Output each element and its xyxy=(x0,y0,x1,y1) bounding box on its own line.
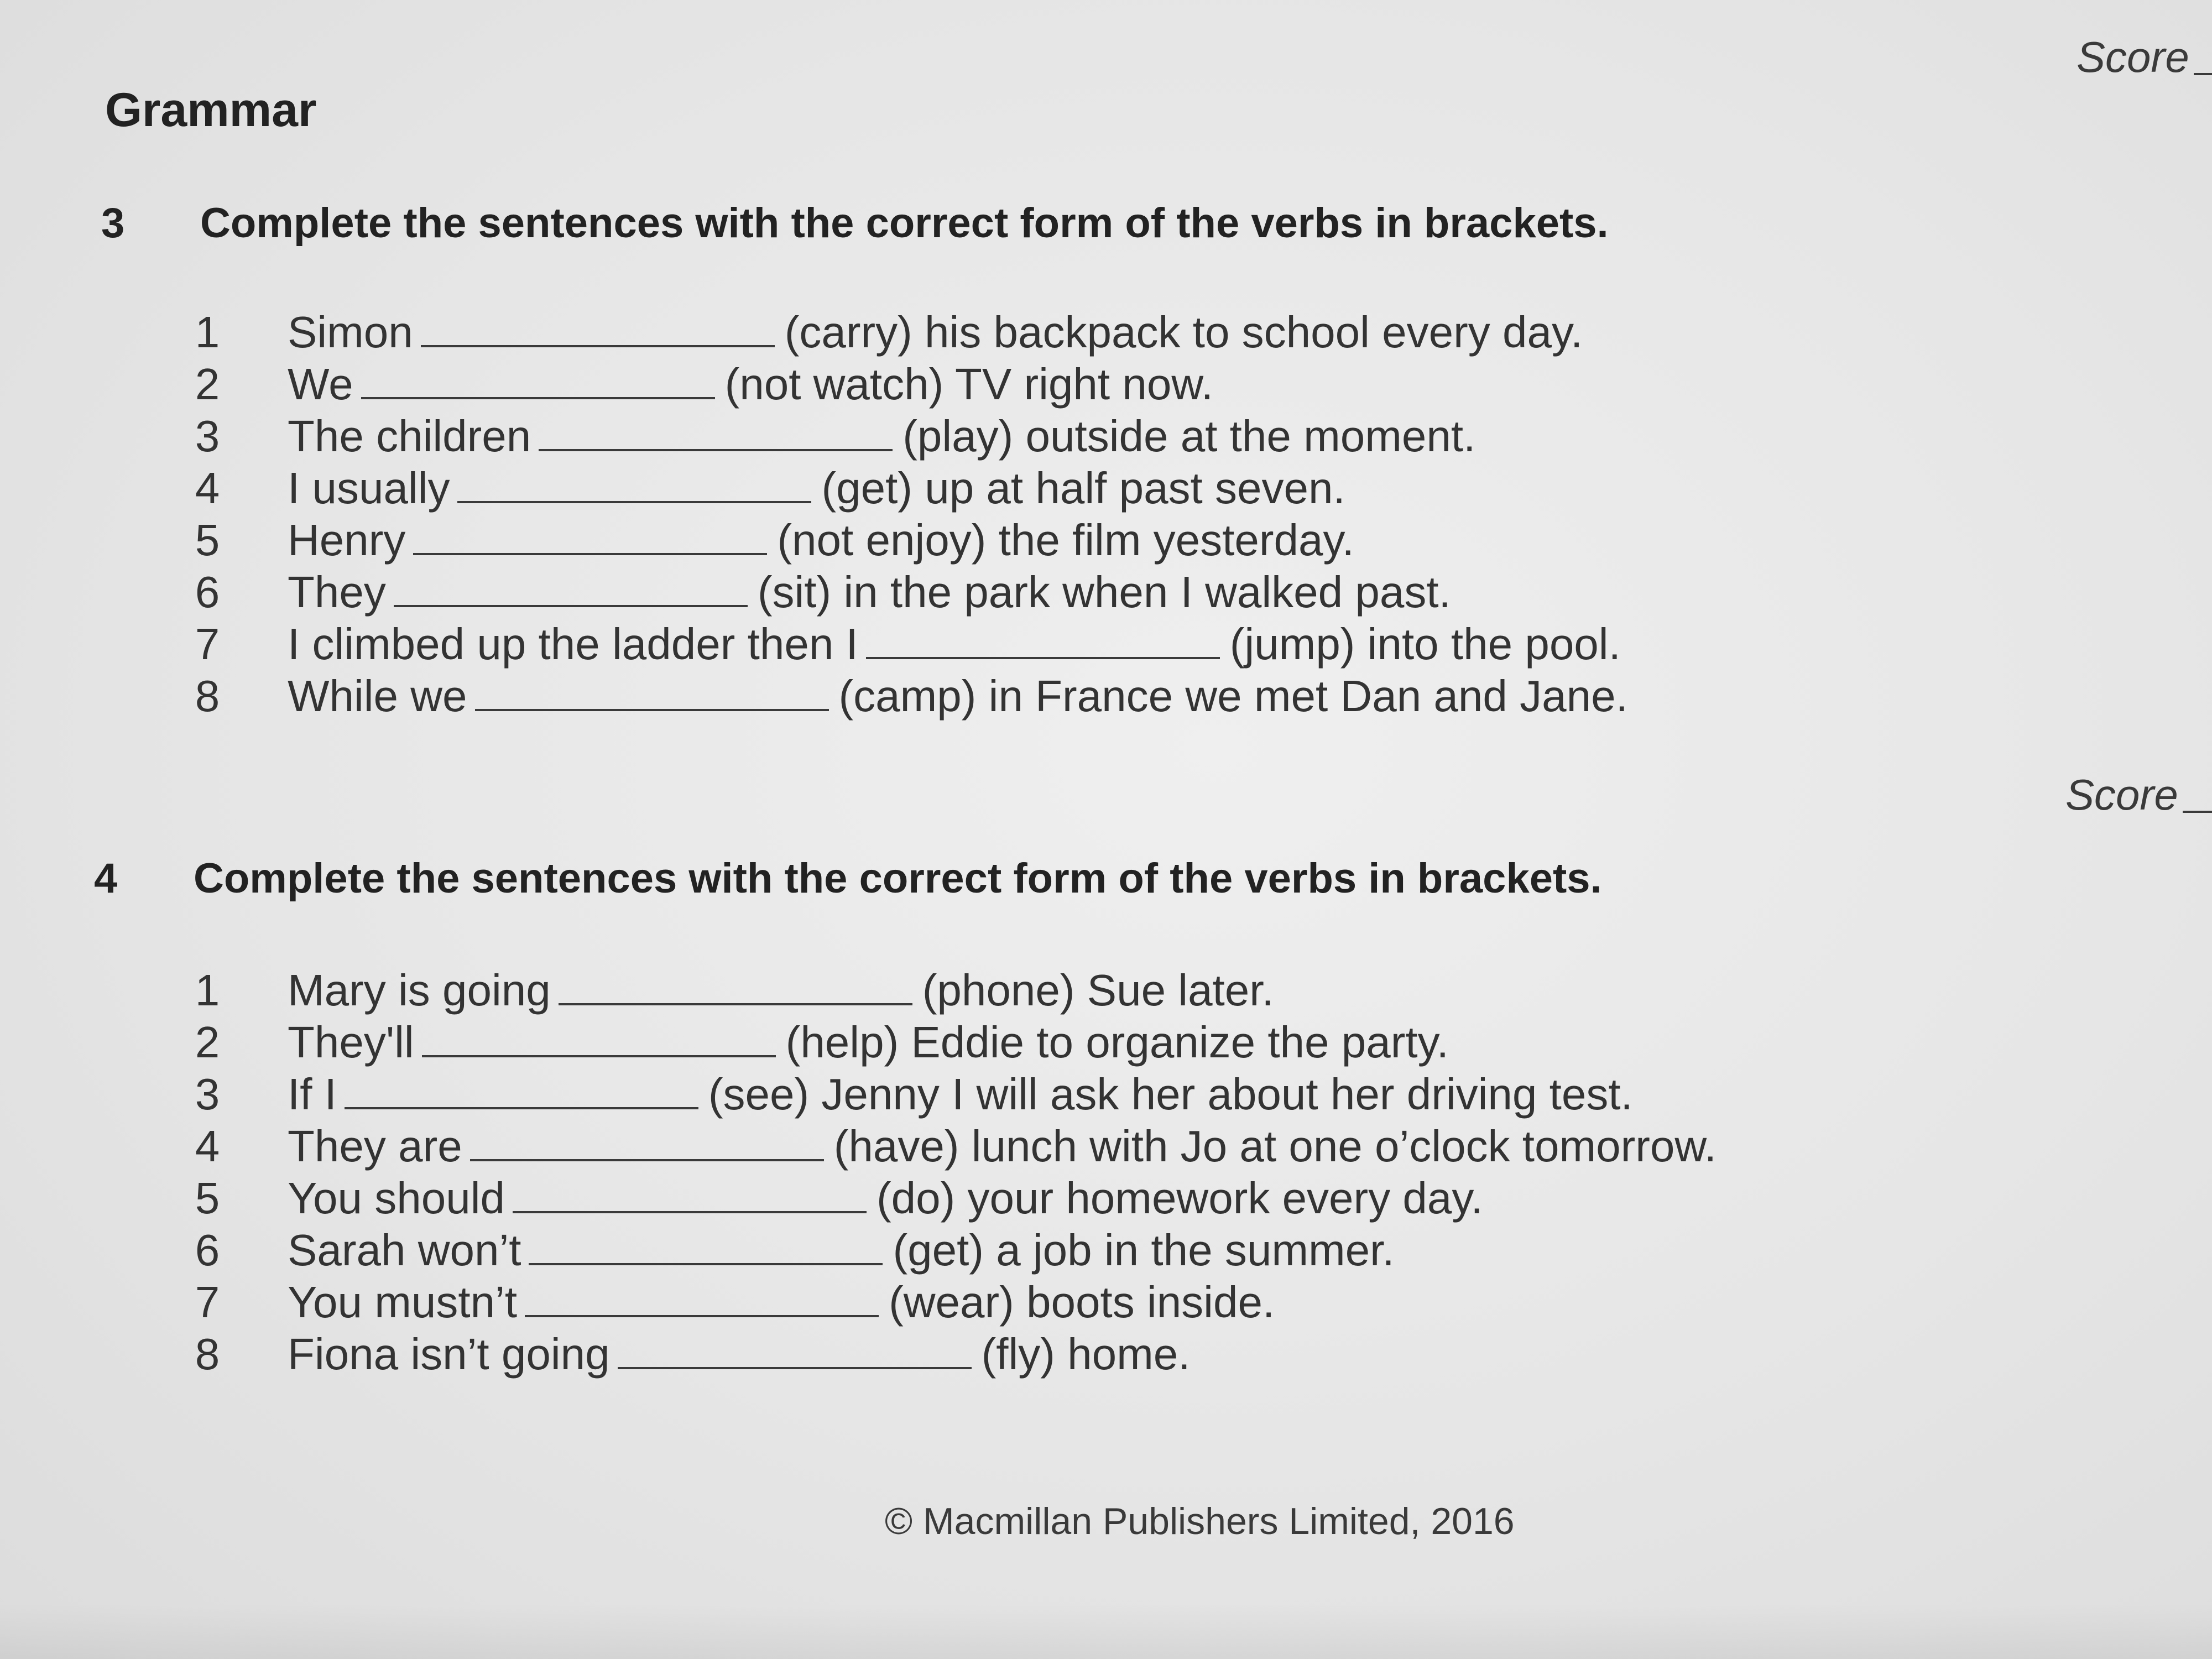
item-text-before: If I xyxy=(288,1070,337,1119)
item-text-before: While we xyxy=(288,671,467,721)
item-text-after: (camp) in France we met Dan and Jane. xyxy=(838,671,1628,721)
item-text-after: (see) Jenny I will ask her about her driving test. xyxy=(708,1070,1633,1119)
item-text-before: The children xyxy=(288,411,531,461)
item-number: 7 xyxy=(195,619,220,669)
answer-blank[interactable] xyxy=(345,1074,698,1109)
item-text-after: (help) Eddie to organize the party. xyxy=(785,1018,1449,1067)
item-text-after: (do) your homework every day. xyxy=(876,1173,1483,1223)
item-number: 1 xyxy=(195,966,220,1015)
item-text-before: We xyxy=(288,359,353,409)
item-number: 8 xyxy=(195,671,220,721)
item-number: 6 xyxy=(195,1225,220,1275)
item-text-before: They xyxy=(288,567,386,617)
item-text-after: (phone) Sue later. xyxy=(922,966,1274,1015)
score-label: Score xyxy=(2077,33,2189,81)
item-number: 5 xyxy=(195,1173,220,1223)
page-shadow xyxy=(0,1604,2212,1659)
item-number: 1 xyxy=(195,307,220,357)
item-number: 5 xyxy=(195,515,220,565)
answer-blank[interactable] xyxy=(475,676,829,711)
answer-blank[interactable] xyxy=(539,416,893,451)
answer-blank[interactable] xyxy=(457,468,811,503)
exercise-4-instruction: Complete the sentences with the correct form of the verbs in brackets. xyxy=(194,855,1602,902)
answer-blank[interactable] xyxy=(513,1178,867,1213)
item-text-before: They'll xyxy=(288,1018,414,1067)
answer-blank[interactable] xyxy=(470,1126,824,1161)
exercise-3-instruction: Complete the sentences with the correct form of the verbs in brackets. xyxy=(200,200,1609,247)
item-number: 4 xyxy=(195,1121,220,1171)
item-text-before: Mary is going xyxy=(288,966,551,1015)
answer-blank[interactable] xyxy=(529,1230,883,1265)
copyright-notice: © Macmillan Publishers Limited, 2016 xyxy=(885,1500,1515,1542)
item-text-before: Sarah won’t xyxy=(288,1225,521,1275)
item-text-after: (fly) home. xyxy=(981,1329,1191,1379)
item-number: 8 xyxy=(195,1329,220,1379)
item-text-after: (not watch) TV right now. xyxy=(724,359,1213,409)
item-number: 2 xyxy=(195,359,220,409)
item-text-before: You mustn’t xyxy=(288,1277,518,1327)
answer-blank[interactable] xyxy=(421,312,775,347)
item-number: 4 xyxy=(195,463,220,513)
item-text-after: (jump) into the pool. xyxy=(1229,619,1621,669)
score-top xyxy=(2077,32,2212,82)
score-blank xyxy=(2183,811,2212,813)
item-number: 2 xyxy=(195,1018,220,1067)
answer-blank[interactable] xyxy=(559,970,912,1005)
item-text-before: Fiona isn’t going xyxy=(288,1329,610,1379)
item-number: 3 xyxy=(195,411,220,461)
item-text-after: (get) a job in the summer. xyxy=(893,1225,1395,1275)
answer-blank[interactable] xyxy=(866,624,1220,659)
item-text-before: I usually xyxy=(288,463,450,513)
item-number: 7 xyxy=(195,1277,220,1327)
item-text-before: You should xyxy=(288,1173,505,1223)
answer-blank[interactable] xyxy=(413,520,767,555)
item-text-after: (not enjoy) the film yesterday. xyxy=(777,515,1354,565)
item-number: 3 xyxy=(195,1070,220,1119)
score-label: Score xyxy=(2065,770,2178,819)
exercise-4-number: 4 xyxy=(94,855,118,902)
item-text-after: (sit) in the park when I walked past. xyxy=(757,567,1451,617)
item-number: 6 xyxy=(195,567,220,617)
answer-blank[interactable] xyxy=(394,572,748,607)
item-text-after: (carry) his backpack to school every day. xyxy=(784,307,1583,357)
answer-blank[interactable] xyxy=(525,1282,879,1317)
item-text-after: (wear) boots inside. xyxy=(889,1277,1275,1327)
exercise-3-number: 3 xyxy=(101,200,125,247)
answer-blank[interactable] xyxy=(422,1022,776,1057)
score-blank xyxy=(2194,73,2212,75)
item-text-after: (play) outside at the moment. xyxy=(902,411,1476,461)
answer-blank[interactable] xyxy=(361,364,715,399)
exercise-3-score xyxy=(2065,770,2212,820)
item-text-after: (have) lunch with Jo at one o’clock tomorrow. xyxy=(833,1121,1717,1171)
item-text-before: I climbed up the ladder then I xyxy=(288,619,858,669)
item-text-before: They are xyxy=(288,1121,462,1171)
item-text-after: (get) up at half past seven. xyxy=(821,463,1345,513)
answer-blank[interactable] xyxy=(618,1334,972,1369)
section-title: Grammar xyxy=(105,84,317,137)
item-text-before: Simon xyxy=(288,307,413,357)
item-text-before: Henry xyxy=(288,515,406,565)
